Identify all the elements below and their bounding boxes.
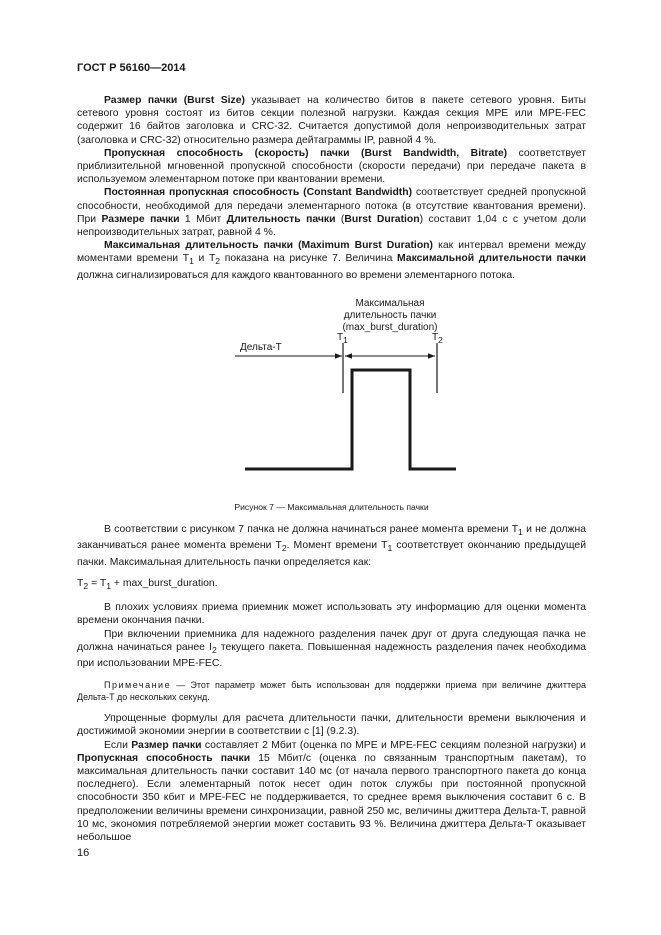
paragraph-burst-size — [77, 94, 586, 147]
term-burst-size-ref: Размер пачки — [131, 739, 202, 751]
formula-part: = T — [88, 577, 107, 589]
paragraph-text: соответствует окончанию предыдущей пачки. Максимальная длительность пачки определяется как: — [77, 540, 586, 568]
term-burst-size-ref: Размере пачки — [101, 213, 180, 225]
paragraph-text: ) составит 1,04 с с учетом доли непроизводительных затрат, равной 4 %. — [77, 213, 587, 239]
subscript: 1 — [387, 543, 393, 554]
term-burst-duration-ref: Длительность пачки — [226, 213, 336, 225]
paragraph-text: . Момент времени T — [286, 540, 388, 552]
burst-pulse — [245, 370, 456, 469]
paragraph-text: текущего пакета. Повышенная надежность разделения пачек необходима при использовании MPE-FEC. — [77, 641, 587, 670]
page-body — [77, 94, 586, 844]
label-line: длительность пачки — [343, 309, 437, 321]
page-number: 16 — [77, 847, 90, 859]
formula-part: T — [77, 577, 84, 589]
paragraph-text: и не должна заканчиваться ранее момента времени T — [77, 524, 586, 552]
paragraph-constant-bandwidth — [77, 186, 586, 239]
subscript: 2 — [211, 644, 217, 655]
subscript: 2 — [281, 543, 287, 554]
subscript: 1 — [343, 334, 348, 345]
delta-t-label: Дельта-Т — [240, 341, 282, 353]
note-label: Примечание — [104, 680, 172, 691]
document-header: ГОСТ Р 56160—2014 — [77, 62, 186, 74]
paragraph-text: Если — [104, 739, 132, 751]
paragraph-text: соответствует приблизительной мгновенной пропускной способности (скорости передачи) при передаче пакета в используемом элементарном потоке при квантовании времени. — [77, 147, 586, 186]
term-max-burst-duration: Максимальная длительность пачки (Maximum Burst Duration) — [104, 240, 433, 252]
t2-label — [432, 332, 443, 346]
paragraph-text: В соответствии с рисунком 7 пачка не должна начинаться ранее момента времени T — [104, 524, 519, 536]
paragraph-max-burst-duration — [77, 239, 586, 282]
paragraph-text: составляет 2 Мбит (оценка по MPE и MPE-FEC секциям полезной нагрузки) и — [201, 739, 586, 751]
formula-part: + max_burst_duration. — [111, 577, 218, 589]
paragraph-text: как интервал времени между моментами времени T — [77, 240, 586, 265]
term-burst-duration-en: Burst Duration — [344, 213, 420, 225]
subscript: 1 — [189, 256, 194, 267]
figure-caption: Рисунок 7 — Максимальная длительность пачки — [234, 501, 429, 512]
note — [77, 679, 586, 703]
paragraph-text: 1 Мбит — [179, 213, 227, 225]
paragraph-text: указывает на количество битов в пакете сетевого уровня. Биты сетевого уровня состоят из битов секции полезной нагрузки. Каждая секция MPE или MPE-FEC содержит 16 байтов заголовка и CRC-32. Считается допустимой доля непроизводительных затрат (заголовка и CRC-32) относительно размера дейтаграммы IP, равной 4 %. — [77, 95, 586, 146]
paragraph-simplified-formulas: Упрощенные формулы для расчета длительности пачки, длительности времени выключения и достижимой экономии энергии в соответствии с [1] (9.2.3). — [77, 713, 586, 738]
paragraph-text: соответствует средней пропускной способности, необходимой для передачи элементарного потока (в отсутствие квантования времени). При — [77, 187, 586, 225]
term-burst-bandwidth: Пропускная способность (скорость) пачки (Burst Bandwidth, Bitrate) — [104, 147, 508, 159]
paragraph-text: 15 Мбит/с (оценка по связанным транспортным пакетам), то максимальная длительность пачки составит 140 мс (от начала первого транспортного пакета до конца последнего). Если элементарный поток несет один поток службы при постоянной пропускной способности 350 кбит и MPE-FEC не поддерживается, то среднее время выключения составит 6 с. В предположении величины времени синхронизации, равной 250 мс, величины джиттера Дельта-Т, равной 10 мс, экономия потребляемой энергии может составить 93 %. Величина джиттера Дельта-Т оказывает небольшое — [77, 752, 587, 844]
term-max-burst-duration-ref: Максимальной длительности пачки — [397, 253, 586, 265]
paragraph-text: и T — [193, 253, 216, 265]
t1-letter: T — [337, 331, 344, 343]
subscript: 1 — [518, 527, 523, 538]
paragraph-text: При включении приемника для надежного разделения пачек друг от друга следующая пачка не должна начинаться ранее — [77, 628, 586, 653]
paragraph-text: ( — [335, 213, 345, 225]
paragraph-receiver-on — [77, 628, 586, 671]
formula — [77, 577, 586, 593]
max-duration-label — [321, 298, 459, 334]
term-constant-bandwidth: Постоянная пропускная способность (Constant Bandwidth) — [104, 187, 413, 199]
t2-letter: T — [432, 331, 439, 343]
note-text: — Этот параметр может быть использован для поддержки приема при величине джиттера Дельта-Т до нескольких секунд. — [77, 680, 586, 703]
paragraph-figure-explanation — [77, 523, 586, 569]
paragraph-text: I — [209, 641, 212, 653]
subscript: 2 — [215, 256, 221, 267]
paragraph-burst-bandwidth — [77, 147, 586, 187]
subscript: 1 — [106, 580, 112, 591]
paragraph-text: показана на рисунке 7. Величина — [220, 253, 398, 265]
label-line: (max_burst_duration) — [342, 321, 438, 333]
term-burst-size: Размер пачки (Burst Size) — [104, 95, 245, 106]
subscript: 2 — [438, 334, 443, 345]
t1-label — [337, 332, 348, 346]
paragraph-text: должна сигнализироваться для каждого квантованного во времени элементарного потока. — [77, 269, 515, 281]
label-line: Максимальная — [355, 297, 425, 309]
paragraph-example — [77, 739, 586, 845]
paragraph-poor-reception: В плохих условиях приема приемник может использовать эту информацию для оценки момента времени окончания пачки. — [77, 602, 586, 627]
figure-7 — [77, 298, 586, 491]
term-burst-bandwidth-ref: Пропускная способность пачки — [77, 752, 251, 764]
subscript: 2 — [83, 580, 89, 591]
